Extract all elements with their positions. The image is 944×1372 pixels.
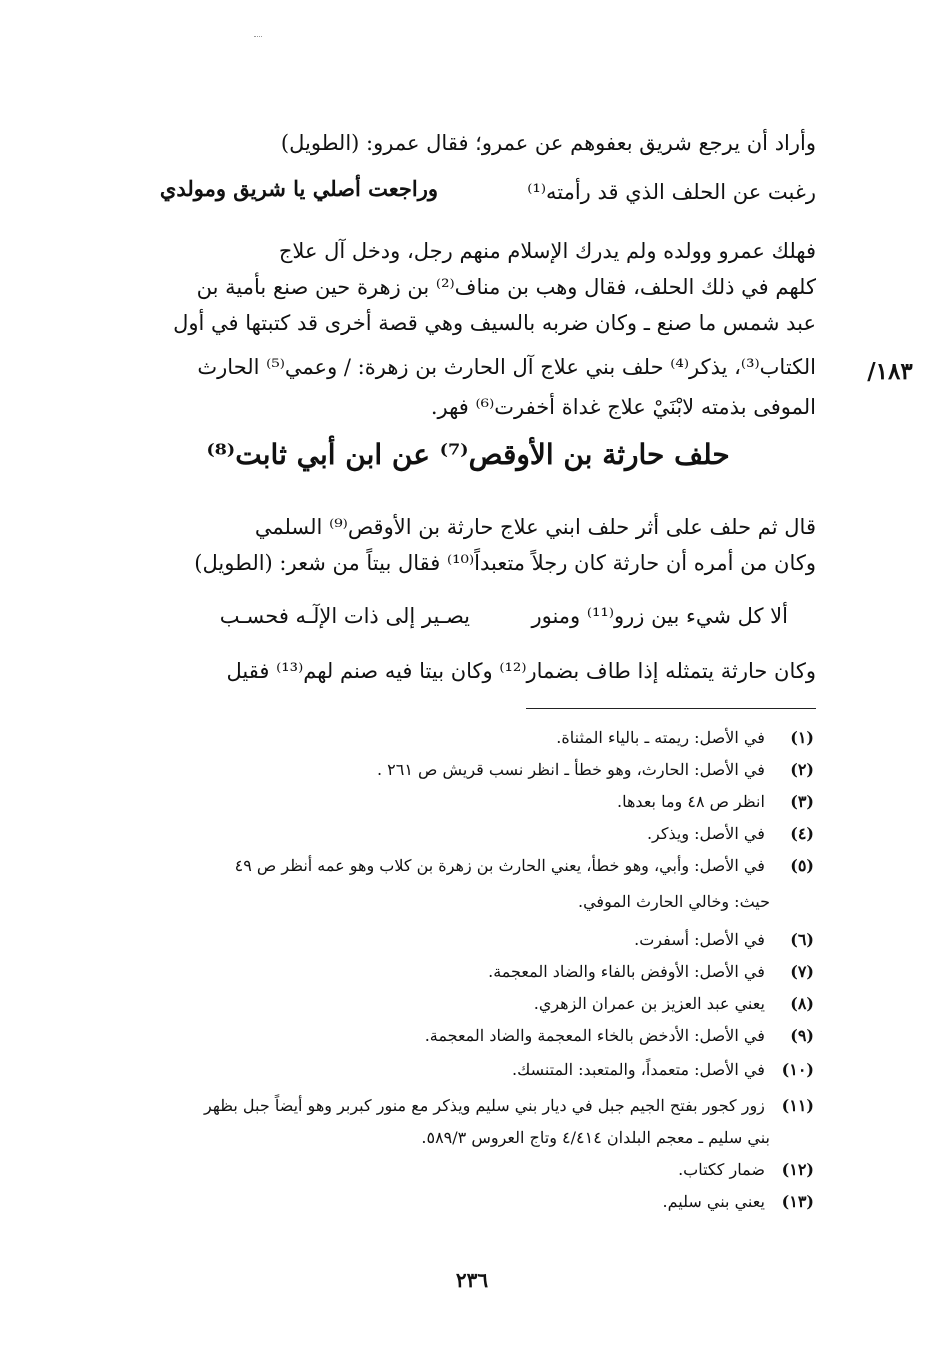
body-line: كلهم في ذلك الحلف، فقال وهب بن مناف⁽²⁾ بن زهرة حين صنع بأمية بن <box>196 275 816 299</box>
footnote <box>124 854 814 878</box>
scan-speck <box>254 36 262 40</box>
footnote-text: انظر ص ٤٨ وما بعدها. <box>617 792 765 811</box>
footnote-number: (٧) <box>790 962 814 981</box>
body-line: فهلك عمرو وولده ولم يدرك الإسلام منهم رجل، ودخل آل علاج <box>278 239 816 263</box>
verse-hemistich-left: وراجعت أصلي يا شريق ومولدي <box>159 176 438 201</box>
footnote-separator <box>526 708 816 709</box>
verse-hemistich-right: ألا كل شيء بين زرو⁽¹¹⁾ ومنور <box>531 604 788 628</box>
footnote-number: (١٠) <box>781 1060 814 1079</box>
footnote-text: في الأصل: الحارث، وهو خطأ ـ انظر نسب قريش ص ٢٦١ . <box>377 760 765 779</box>
body-line: وكان حارثة يتمثله إذا طاف بضمار⁽¹²⁾ وكان بيتا فيه صنم لهم⁽¹³⁾ فقيل <box>226 659 816 683</box>
footnote <box>124 1190 814 1214</box>
footnote-number: (٦) <box>790 930 814 949</box>
footnote <box>124 726 814 750</box>
footnote <box>124 790 814 814</box>
footnote <box>124 758 814 782</box>
footnote-text: في الأصل: ريمته ـ بالياء المثناة. <box>556 728 765 747</box>
footnote-number: (٢) <box>790 760 814 779</box>
body-line: قال ثم حلف على أثر حلف ابني علاج حارثة بن الأوقص⁽⁹⁾ السلمي <box>254 515 816 539</box>
page-number: ٢٣٦ <box>455 1268 489 1292</box>
footnote-number: (٩) <box>790 1026 814 1045</box>
footnote-number: (٨) <box>790 994 814 1013</box>
footnote-number: (٤) <box>790 824 814 843</box>
body-line: وكان من أمره أن حارثة كان رجلاً متعبداً⁽¹⁰⁾ فقال بيتاً من شعر: (الطويل) <box>194 551 816 575</box>
footnote-text: زور كجور بفتح الجيم جبل في ديار بني سليم ويذكر مع منور كبربر وهو أيضاً جبل بظهر <box>204 1096 765 1115</box>
footnote <box>124 992 814 1016</box>
footnote-number: (١) <box>790 728 814 747</box>
section-heading: حلف حارثة بن الأوقص⁽⁷⁾ عن ابن أبي ثابت⁽⁸⁾ <box>206 438 730 471</box>
footnote <box>124 822 814 846</box>
footnote <box>124 928 814 952</box>
footnote-text: في الأصل: وأبي، وهو خطأ، يعني الحارث بن زهرة بن كلاب وهو عمه أنظر ص ٤٩ <box>234 856 765 875</box>
margin-page-marker: ١٨٣/ <box>867 358 913 385</box>
footnote-number: (٥) <box>790 856 814 875</box>
body-line: الموفى بذمته لابْنَيْ علاج غداة أخفرت⁽⁶⁾ فهر. <box>430 395 816 419</box>
footnote-continuation: بني سليم ـ معجم البلدان ٤/٤١٤ وتاج العروس ٥٨٩/٣. <box>421 1128 770 1147</box>
footnote <box>124 1024 814 1048</box>
footnote-number: (١١) <box>781 1096 814 1115</box>
footnote-number: (١٢) <box>781 1160 814 1179</box>
footnote-number: (٣) <box>790 792 814 811</box>
footnote-text: في الأصل: الأدخض بالخاء المعجمة والضاد المعجمة. <box>424 1026 765 1045</box>
footnote-text: في الأصل: الأوفض بالفاء والضاد المعجمة. <box>488 962 765 981</box>
body-line: الكتاب⁽³⁾، يذكر⁽⁴⁾ حلف بني علاج آل الحارث بن زهرة: / وعمي⁽⁵⁾ الحارث <box>197 355 816 379</box>
footnote-number: (١٣) <box>781 1192 814 1211</box>
footnote-continuation: حيث: وخالي الحارث الموفي. <box>578 892 770 911</box>
body-line: وأراد أن يرجع شريق بعفوهم عن عمرو؛ فقال عمرو: (الطويل) <box>280 131 816 155</box>
footnote-text: يعني بني سليم. <box>662 1192 765 1211</box>
footnote <box>124 1158 814 1182</box>
footnote-text: ضمار ككتاب. <box>678 1160 765 1179</box>
footnote <box>124 1058 814 1082</box>
verse-hemistich-right: رغبت عن الحلف الذي قد رأمته⁽¹⁾ <box>527 180 816 204</box>
footnote-text: يعني عبد العزيز بن عمران الزهري. <box>533 994 765 1013</box>
footnote <box>124 960 814 984</box>
footnote-text: في الأصل: أسفرت. <box>634 930 765 949</box>
footnote <box>124 1094 814 1118</box>
verse-hemistich-left: يصـير إلى ذات الإلٓـه فحسـب <box>219 604 470 628</box>
body-line: عبد شمس ما صنع ـ وكان ضربه بالسيف وهي قصة أخرى قد كتبتها في أول <box>173 311 816 335</box>
footnote-text: في الأصل: ويذكر. <box>646 824 765 843</box>
footnote-text: في الأصل: متعمداً، والمتعبد: المتنسك. <box>512 1060 765 1079</box>
